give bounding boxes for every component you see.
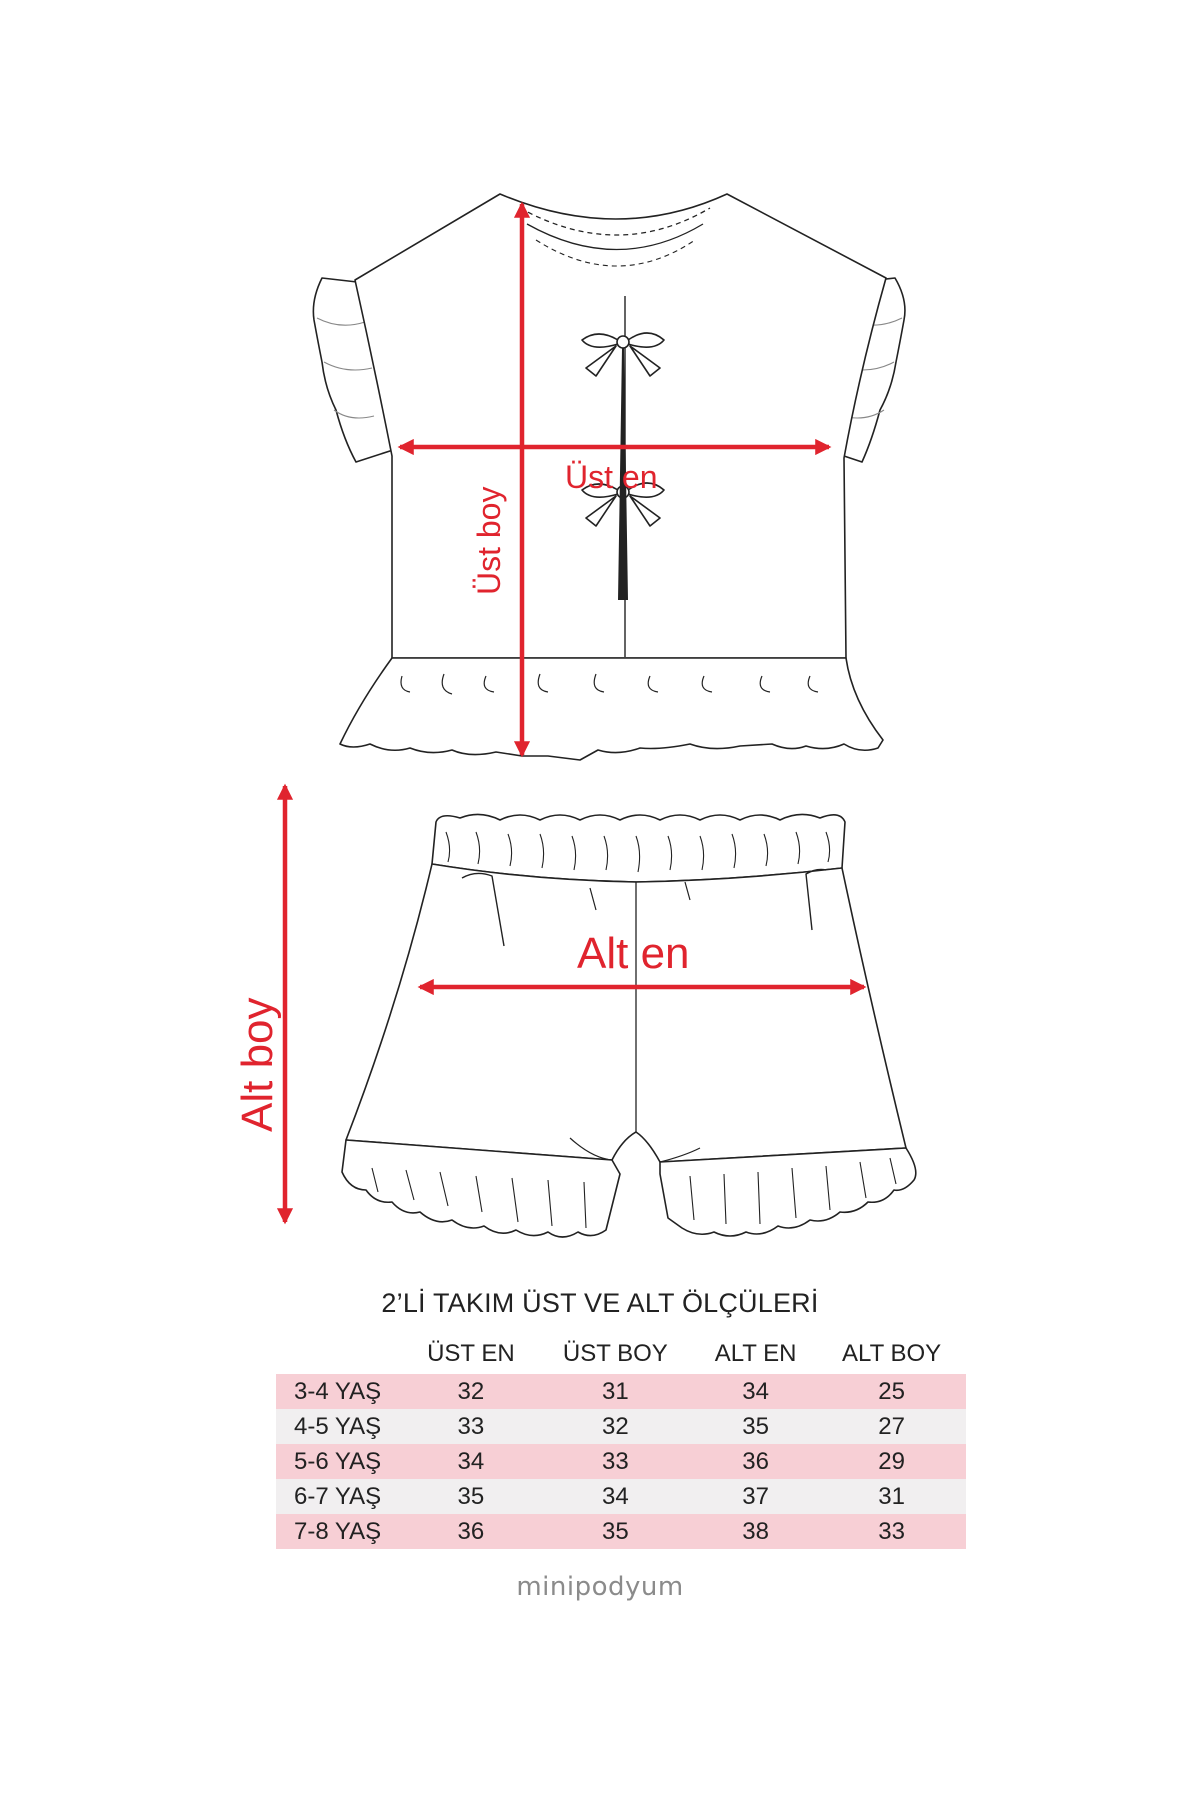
- table-cell: 35: [537, 1514, 694, 1549]
- table-cell: 33: [817, 1514, 966, 1549]
- size-table: [276, 1334, 966, 1549]
- table-cell: 31: [817, 1479, 966, 1514]
- table-cell: 33: [405, 1409, 537, 1444]
- size-table-header-row: [276, 1334, 966, 1374]
- brand-logo: minipodyum: [516, 1572, 684, 1602]
- table-cell: 35: [694, 1409, 817, 1444]
- table-cell: 27: [817, 1409, 966, 1444]
- bottom-width-label: Alt en: [577, 929, 690, 978]
- header-cell-bottom-width: ALT EN: [714, 1340, 797, 1367]
- table-cell: 34: [405, 1444, 537, 1479]
- table-row: [276, 1409, 966, 1444]
- bottom-length-label: Alt boy: [233, 997, 282, 1132]
- table-cell-size: 3-4 YAŞ: [276, 1374, 405, 1409]
- table-cell-size: 6-7 YAŞ: [276, 1479, 405, 1514]
- table-cell: 32: [405, 1374, 537, 1409]
- table-cell-size: 5-6 YAŞ: [276, 1444, 405, 1479]
- table-cell: 32: [537, 1409, 694, 1444]
- table-cell-size: 4-5 YAŞ: [276, 1409, 405, 1444]
- header-cell-top-width: ÜST EN: [427, 1340, 515, 1367]
- shorts-sketch: [342, 814, 916, 1237]
- table-cell: 25: [817, 1374, 966, 1409]
- table-row: [276, 1479, 966, 1514]
- table-cell: 34: [694, 1374, 817, 1409]
- table-row: [276, 1374, 966, 1409]
- table-cell: 38: [694, 1514, 817, 1549]
- table-cell: 37: [694, 1479, 817, 1514]
- table-cell-size: 7-8 YAŞ: [276, 1514, 405, 1549]
- shorts-body: [346, 864, 906, 1162]
- table-row: [276, 1444, 966, 1479]
- header-cell-size: [276, 1334, 405, 1374]
- table-cell: 31: [537, 1374, 694, 1409]
- table-cell: 34: [537, 1479, 694, 1514]
- table-cell: 29: [817, 1444, 966, 1479]
- top-peplum-ruffle: [340, 658, 883, 760]
- table-row: [276, 1514, 966, 1549]
- size-table-title: 2’Lİ TAKIM ÜST VE ALT ÖLÇÜLERİ: [381, 1288, 819, 1318]
- top-length-label: Üst boy: [471, 486, 507, 595]
- table-cell: 35: [405, 1479, 537, 1514]
- table-cell: 36: [405, 1514, 537, 1549]
- header-cell-bottom-length: ALT BOY: [842, 1340, 942, 1367]
- top-width-label: Üst en: [565, 459, 658, 495]
- header-cell-top-length: ÜST BOY: [562, 1340, 668, 1367]
- table-cell: 33: [537, 1444, 694, 1479]
- table-cell: 36: [694, 1444, 817, 1479]
- right-leg-ruffle: [660, 1148, 916, 1236]
